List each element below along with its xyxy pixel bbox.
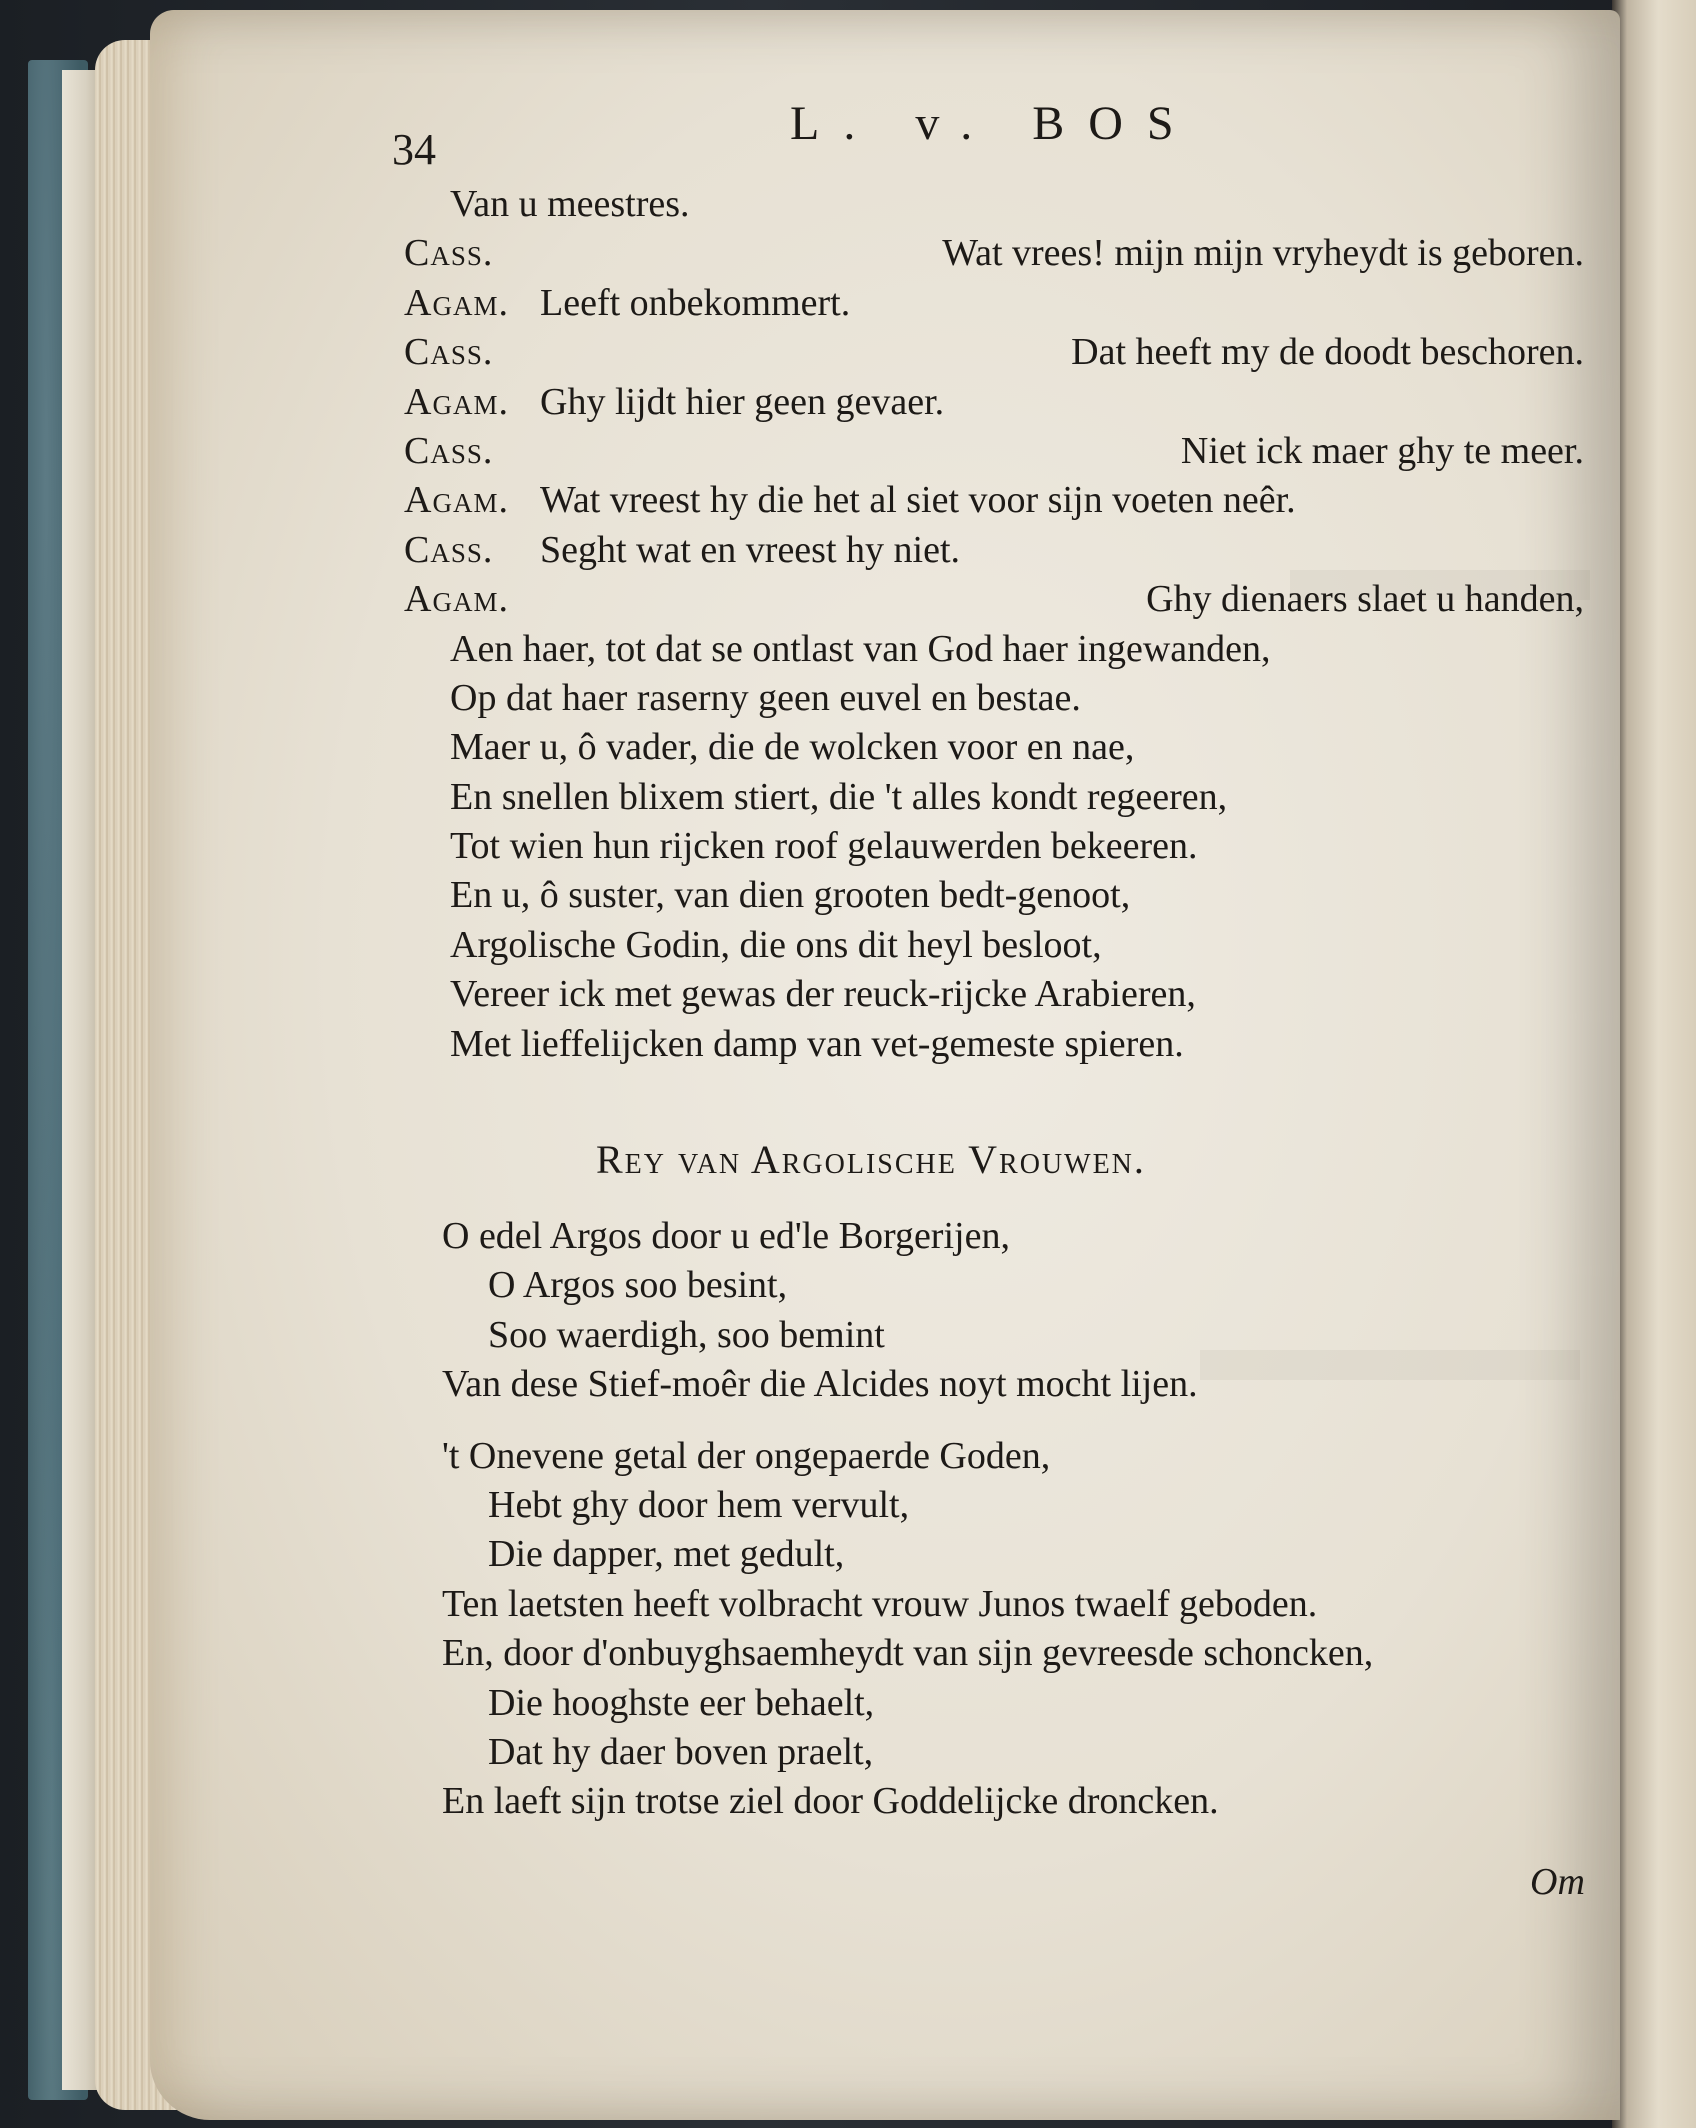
dialogue-block	[404, 180, 1584, 1069]
speaker-label: Cass.	[404, 331, 494, 374]
running-head: L. v. BOS	[790, 97, 1198, 150]
speaker-label: Cass.	[404, 429, 494, 472]
speaker-label: Agam.	[404, 479, 509, 522]
verse-line: Vereer ick met gewas der reuck-rijcke Arabieren,	[450, 973, 1196, 1016]
chorus-line: O Argos soo besint,	[488, 1264, 788, 1307]
speaker-label: Agam.	[404, 281, 509, 324]
speech-text: Wat vrees! mijn mijn vryheydt is geboren.	[942, 232, 1584, 275]
chorus-line: Dat hy daer boven praelt,	[488, 1730, 874, 1773]
dialogue-line	[404, 526, 1584, 575]
verse-line: En u, ô suster, van dien grooten bedt-genoot,	[450, 874, 1131, 917]
dialogue-line	[404, 575, 1584, 624]
verse-line: En snellen blixem stiert, die 't alles kondt regeeren,	[450, 775, 1228, 818]
dialogue-line	[404, 476, 1584, 525]
chorus-line: Van dese Stief-moêr die Alcides noyt mocht lijen.	[442, 1363, 1198, 1406]
dialogue-line	[404, 328, 1584, 377]
dialogue-line	[404, 427, 1584, 476]
verse-line: Op dat haer raserny geen euvel en bestae.	[450, 676, 1081, 719]
chorus-line: En, door d'onbuyghsaemheydt van sijn gevreesde schoncken,	[442, 1632, 1374, 1675]
chorus-line: Die dapper, met gedult,	[488, 1533, 845, 1576]
speaker-label: Cass.	[404, 528, 494, 571]
chorus-line: Ten laetsten heeft volbracht vrouw Junos twaelf geboden.	[442, 1582, 1318, 1625]
chorus-line: En laeft sijn trotse ziel door Goddelijcke droncken.	[442, 1780, 1219, 1823]
dialogue-line	[404, 378, 1584, 427]
verse-line: Argolische Godin, die ons dit heyl besloot,	[450, 923, 1102, 966]
verse-line: Aen haer, tot dat se ontlast van God haer ingewanden,	[450, 627, 1271, 670]
speech-text: Seght wat en vreest hy niet.	[540, 528, 961, 571]
speech-text: Ghy lijdt hier geen gevaer.	[540, 380, 945, 423]
speaker-label: Agam.	[404, 578, 509, 621]
speaker-label: Cass.	[404, 232, 494, 275]
dialogue-line	[404, 180, 1584, 229]
verse-line: Maer u, ô vader, die de wolcken voor en nae,	[450, 726, 1135, 769]
verse-line: Met lieffelijcken damp van vet-gemeste spieren.	[450, 1022, 1184, 1065]
page-number: 34	[392, 125, 436, 174]
chorus-line: Die hooghste eer behaelt,	[488, 1681, 875, 1724]
facing-page-edge	[1612, 0, 1696, 2128]
dialogue-line	[404, 279, 1584, 328]
speech-text: Ghy dienaers slaet u handen,	[1146, 578, 1584, 621]
catchword: Om	[1530, 1861, 1585, 1903]
speech-text: Niet ick maer ghy te meer.	[1180, 429, 1584, 472]
speaker-label: Agam.	[404, 380, 509, 423]
chorus-line: 't Onevene getal der ongepaerde Goden,	[442, 1434, 1051, 1477]
speech-text: Dat heeft my de doodt beschoren.	[1071, 331, 1584, 374]
chorus-line: Soo waerdigh, soo bemint	[488, 1313, 885, 1356]
stanza-gap	[404, 1410, 1584, 1432]
chorus-title: Rey van Argolische Vrouwen.	[596, 1137, 1146, 1182]
speech-text: Wat vreest hy die het al siet voor sijn voeten neêr.	[540, 479, 1296, 522]
verse-line: Tot wien hun rijcken roof gelauwerden bekeeren.	[450, 825, 1198, 868]
chorus-line: Hebt ghy door hem vervult,	[488, 1483, 910, 1526]
chorus-block	[404, 1212, 1584, 1827]
speech-text: Van u meestres.	[450, 183, 690, 225]
dialogue-line	[404, 229, 1584, 278]
speech-text: Leeft onbekommert.	[540, 281, 851, 324]
chorus-line: O edel Argos door u ed'le Borgerijen,	[442, 1215, 1010, 1257]
